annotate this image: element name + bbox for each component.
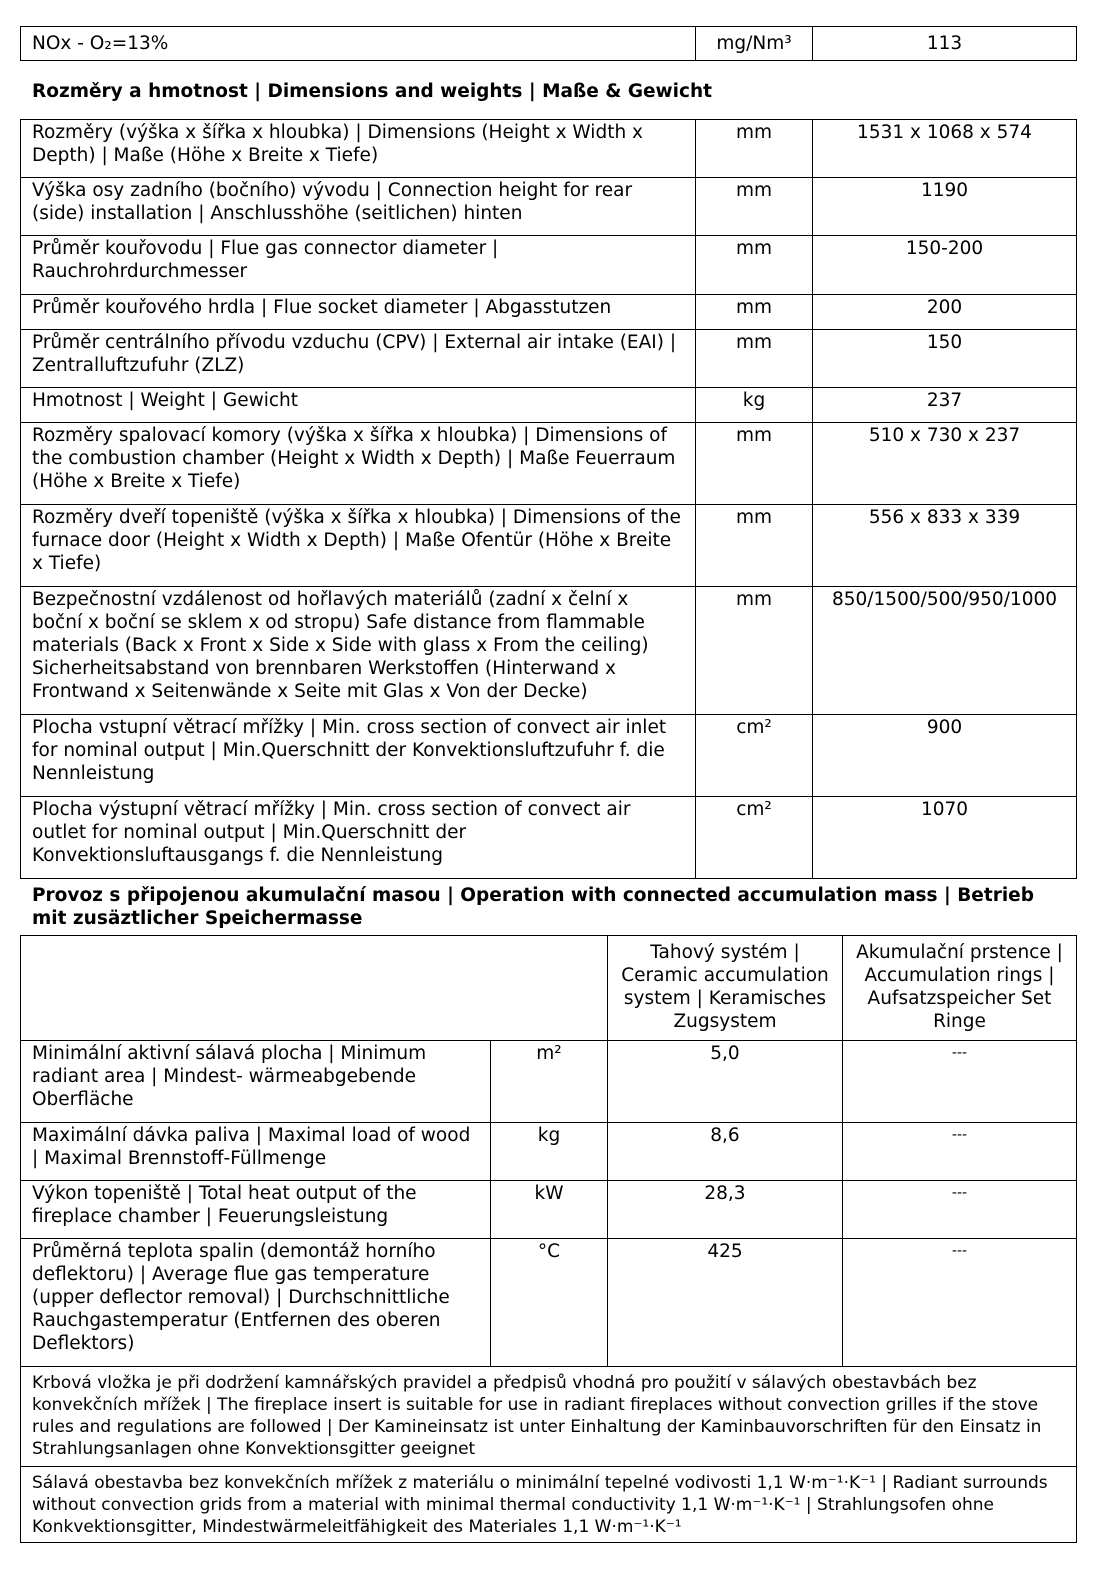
row-value: 150-200 <box>813 236 1077 295</box>
table-header-row <box>21 936 1077 1041</box>
note-radiant-suitability: Krbová vložka je při dodržení kamnářských pravidel a předpisů vhodná pro použití v sálavých obestavbách bez konvekčních mřížek | The fireplace insert is suitable for use in radiant fireplaces without convection grilles if the stove rules and regulations are followed | Der Kamineinsatz ist unter Einhaltung der Kaminbauvorschriften für den Einsatz in Strahlungsanlagen ohne Konvektionsgitter geeignet <box>21 1367 1077 1467</box>
accumulation-table <box>20 935 1077 1543</box>
table-row <box>21 1123 1077 1181</box>
row-unit: mm <box>696 178 813 236</box>
row-unit: m² <box>491 1041 608 1123</box>
row-label: Hmotnost | Weight | Gewicht <box>21 388 696 423</box>
row-unit: cm² <box>696 797 813 879</box>
table-row <box>21 715 1077 797</box>
column-header-ceramic: Tahový systém | Ceramic accumulation system | Keramisches Zugsystem <box>608 936 843 1041</box>
row-label: Rozměry dveří topeniště (výška x šířka x hloubka) | Dimensions of the furnace door (Height x Width x Depth) | Maße Ofentür (Höhe x Breite x Tiefe) <box>21 505 696 587</box>
table-row <box>21 330 1077 388</box>
row-label: Bezpečnostní vzdálenost od hořlavých materiálů (zadní x čelní x boční x boční se sklem x od stropu) Safe distance from flammable materials (Back x Front x Side x Side with glass x From the ceiling) Sicherheitsabstand von brennbaren Werkstoffen (Hinterwand x Frontwand x Seitenwände x Seite mit Glas x Von der Decke) <box>21 587 696 715</box>
note-row <box>21 1467 1077 1543</box>
row-value-rings: --- <box>843 1123 1077 1181</box>
row-unit: mm <box>696 330 813 388</box>
row-value: 1190 <box>813 178 1077 236</box>
column-header-rings: Akumulační prstence | Accumulation rings | Aufsatzspeicher Set Ringe <box>843 936 1077 1041</box>
row-value-ceramic: 8,6 <box>608 1123 843 1181</box>
table-row <box>21 388 1077 423</box>
emissions-table <box>20 26 1077 61</box>
table-row <box>21 797 1077 879</box>
table-row <box>21 587 1077 715</box>
row-value-ceramic: 425 <box>608 1239 843 1367</box>
row-unit: kg <box>696 388 813 423</box>
row-unit: cm² <box>696 715 813 797</box>
section-heading-dimensions: Rozměry a hmotnost | Dimensions and weights | Maße & Gewicht <box>32 81 712 102</box>
table-row <box>21 236 1077 295</box>
row-value-rings: --- <box>843 1239 1077 1367</box>
row-label: NOx - O₂=13% <box>21 27 696 61</box>
note-thermal-conductivity: Sálavá obestavba bez konvekčních mřížek z materiálu o minimální tepelné vodivosti 1,1 W·m⁻¹·K⁻¹ | Radiant surrounds without convection grids from a material with minimal thermal conductivity 1,1 W·m⁻¹·K⁻¹ | Strahlungsofen ohne Konkvektionsgitter, Mindestwärmeleitfähigkeit des Materiales 1,1 W·m⁻¹·K⁻¹ <box>21 1467 1077 1543</box>
empty-header-cell <box>21 936 608 1041</box>
row-label: Průměr kouřovodu | Flue gas connector diameter | Rauchrohrdurchmesser <box>21 236 696 295</box>
row-value-rings: --- <box>843 1041 1077 1123</box>
row-unit: mg/Nm³ <box>696 27 813 61</box>
row-value: 1531 x 1068 x 574 <box>813 120 1077 178</box>
row-unit: kW <box>491 1181 608 1239</box>
row-label: Rozměry spalovací komory (výška x šířka x hloubka) | Dimensions of the combustion chamber (Height x Width x Depth) | Maße Feuerraum (Höhe x Breite x Tiefe) <box>21 423 696 505</box>
table-row <box>21 27 1077 61</box>
row-unit: kg <box>491 1123 608 1181</box>
row-value: 237 <box>813 388 1077 423</box>
row-unit: mm <box>696 587 813 715</box>
row-unit: mm <box>696 236 813 295</box>
row-label: Maximální dávka paliva | Maximal load of wood | Maximal Brennstoff-Füllmenge <box>21 1123 491 1181</box>
row-value-ceramic: 28,3 <box>608 1181 843 1239</box>
row-value: 510 x 730 x 237 <box>813 423 1077 505</box>
row-label: Výška osy zadního (bočního) vývodu | Connection height for rear (side) installation | Anschlusshöhe (seitlichen) hinten <box>21 178 696 236</box>
row-unit: mm <box>696 120 813 178</box>
table-row <box>21 1181 1077 1239</box>
table-row <box>21 1041 1077 1123</box>
row-value: 150 <box>813 330 1077 388</box>
row-label: Rozměry (výška x šířka x hloubka) | Dimensions (Height x Width x Depth) | Maße (Höhe x Breite x Tiefe) <box>21 120 696 178</box>
row-label: Průměr kouřového hrdla | Flue socket diameter | Abgasstutzen <box>21 295 696 330</box>
row-value: 900 <box>813 715 1077 797</box>
row-value: 556 x 833 x 339 <box>813 505 1077 587</box>
table-row <box>21 1239 1077 1367</box>
row-unit: mm <box>696 505 813 587</box>
row-unit: °C <box>491 1239 608 1367</box>
row-value: 850/1500/500/950/1000 <box>813 587 1077 715</box>
row-value-rings: --- <box>843 1181 1077 1239</box>
table-row <box>21 120 1077 178</box>
row-label: Výkon topeniště | Total heat output of the fireplace chamber | Feuerungsleistung <box>21 1181 491 1239</box>
table-row <box>21 423 1077 505</box>
section-heading-accumulation: Provoz s připojenou akumulační masou | Operation with connected accumulation mass | Betrieb mit zusäztlicher Speichermasse <box>32 885 1034 929</box>
row-value: 113 <box>813 27 1077 61</box>
table-row <box>21 505 1077 587</box>
row-value: 1070 <box>813 797 1077 879</box>
row-label: Průměr centrálního přívodu vzduchu (CPV) | External air intake (EAI) | Zentralluftzufuhr (ZLZ) <box>21 330 696 388</box>
row-unit: mm <box>696 295 813 330</box>
row-label: Plocha vstupní větrací mřížky | Min. cross section of convect air inlet for nominal output | Min.Querschnitt der Konvektionsluftzufuhr f. die Nennleistung <box>21 715 696 797</box>
dimensions-table <box>20 119 1077 879</box>
row-value-ceramic: 5,0 <box>608 1041 843 1123</box>
row-label: Průměrná teplota spalin (demontáž horního deflektoru) | Average flue gas temperature (upper deflector removal) | Durchschnittliche Rauchgastemperatur (Entfernen des oberen Deflektors) <box>21 1239 491 1367</box>
table-row <box>21 178 1077 236</box>
table-row <box>21 295 1077 330</box>
row-unit: mm <box>696 423 813 505</box>
row-label: Plocha výstupní větrací mřížky | Min. cross section of convect air outlet for nominal output | Min.Querschnitt der Konvektionsluftausgangs f. die Nennleistung <box>21 797 696 879</box>
note-row <box>21 1367 1077 1467</box>
row-label: Minimální aktivní sálavá plocha | Minimum radiant area | Mindest- wärmeabgebende Oberfläche <box>21 1041 491 1123</box>
row-value: 200 <box>813 295 1077 330</box>
